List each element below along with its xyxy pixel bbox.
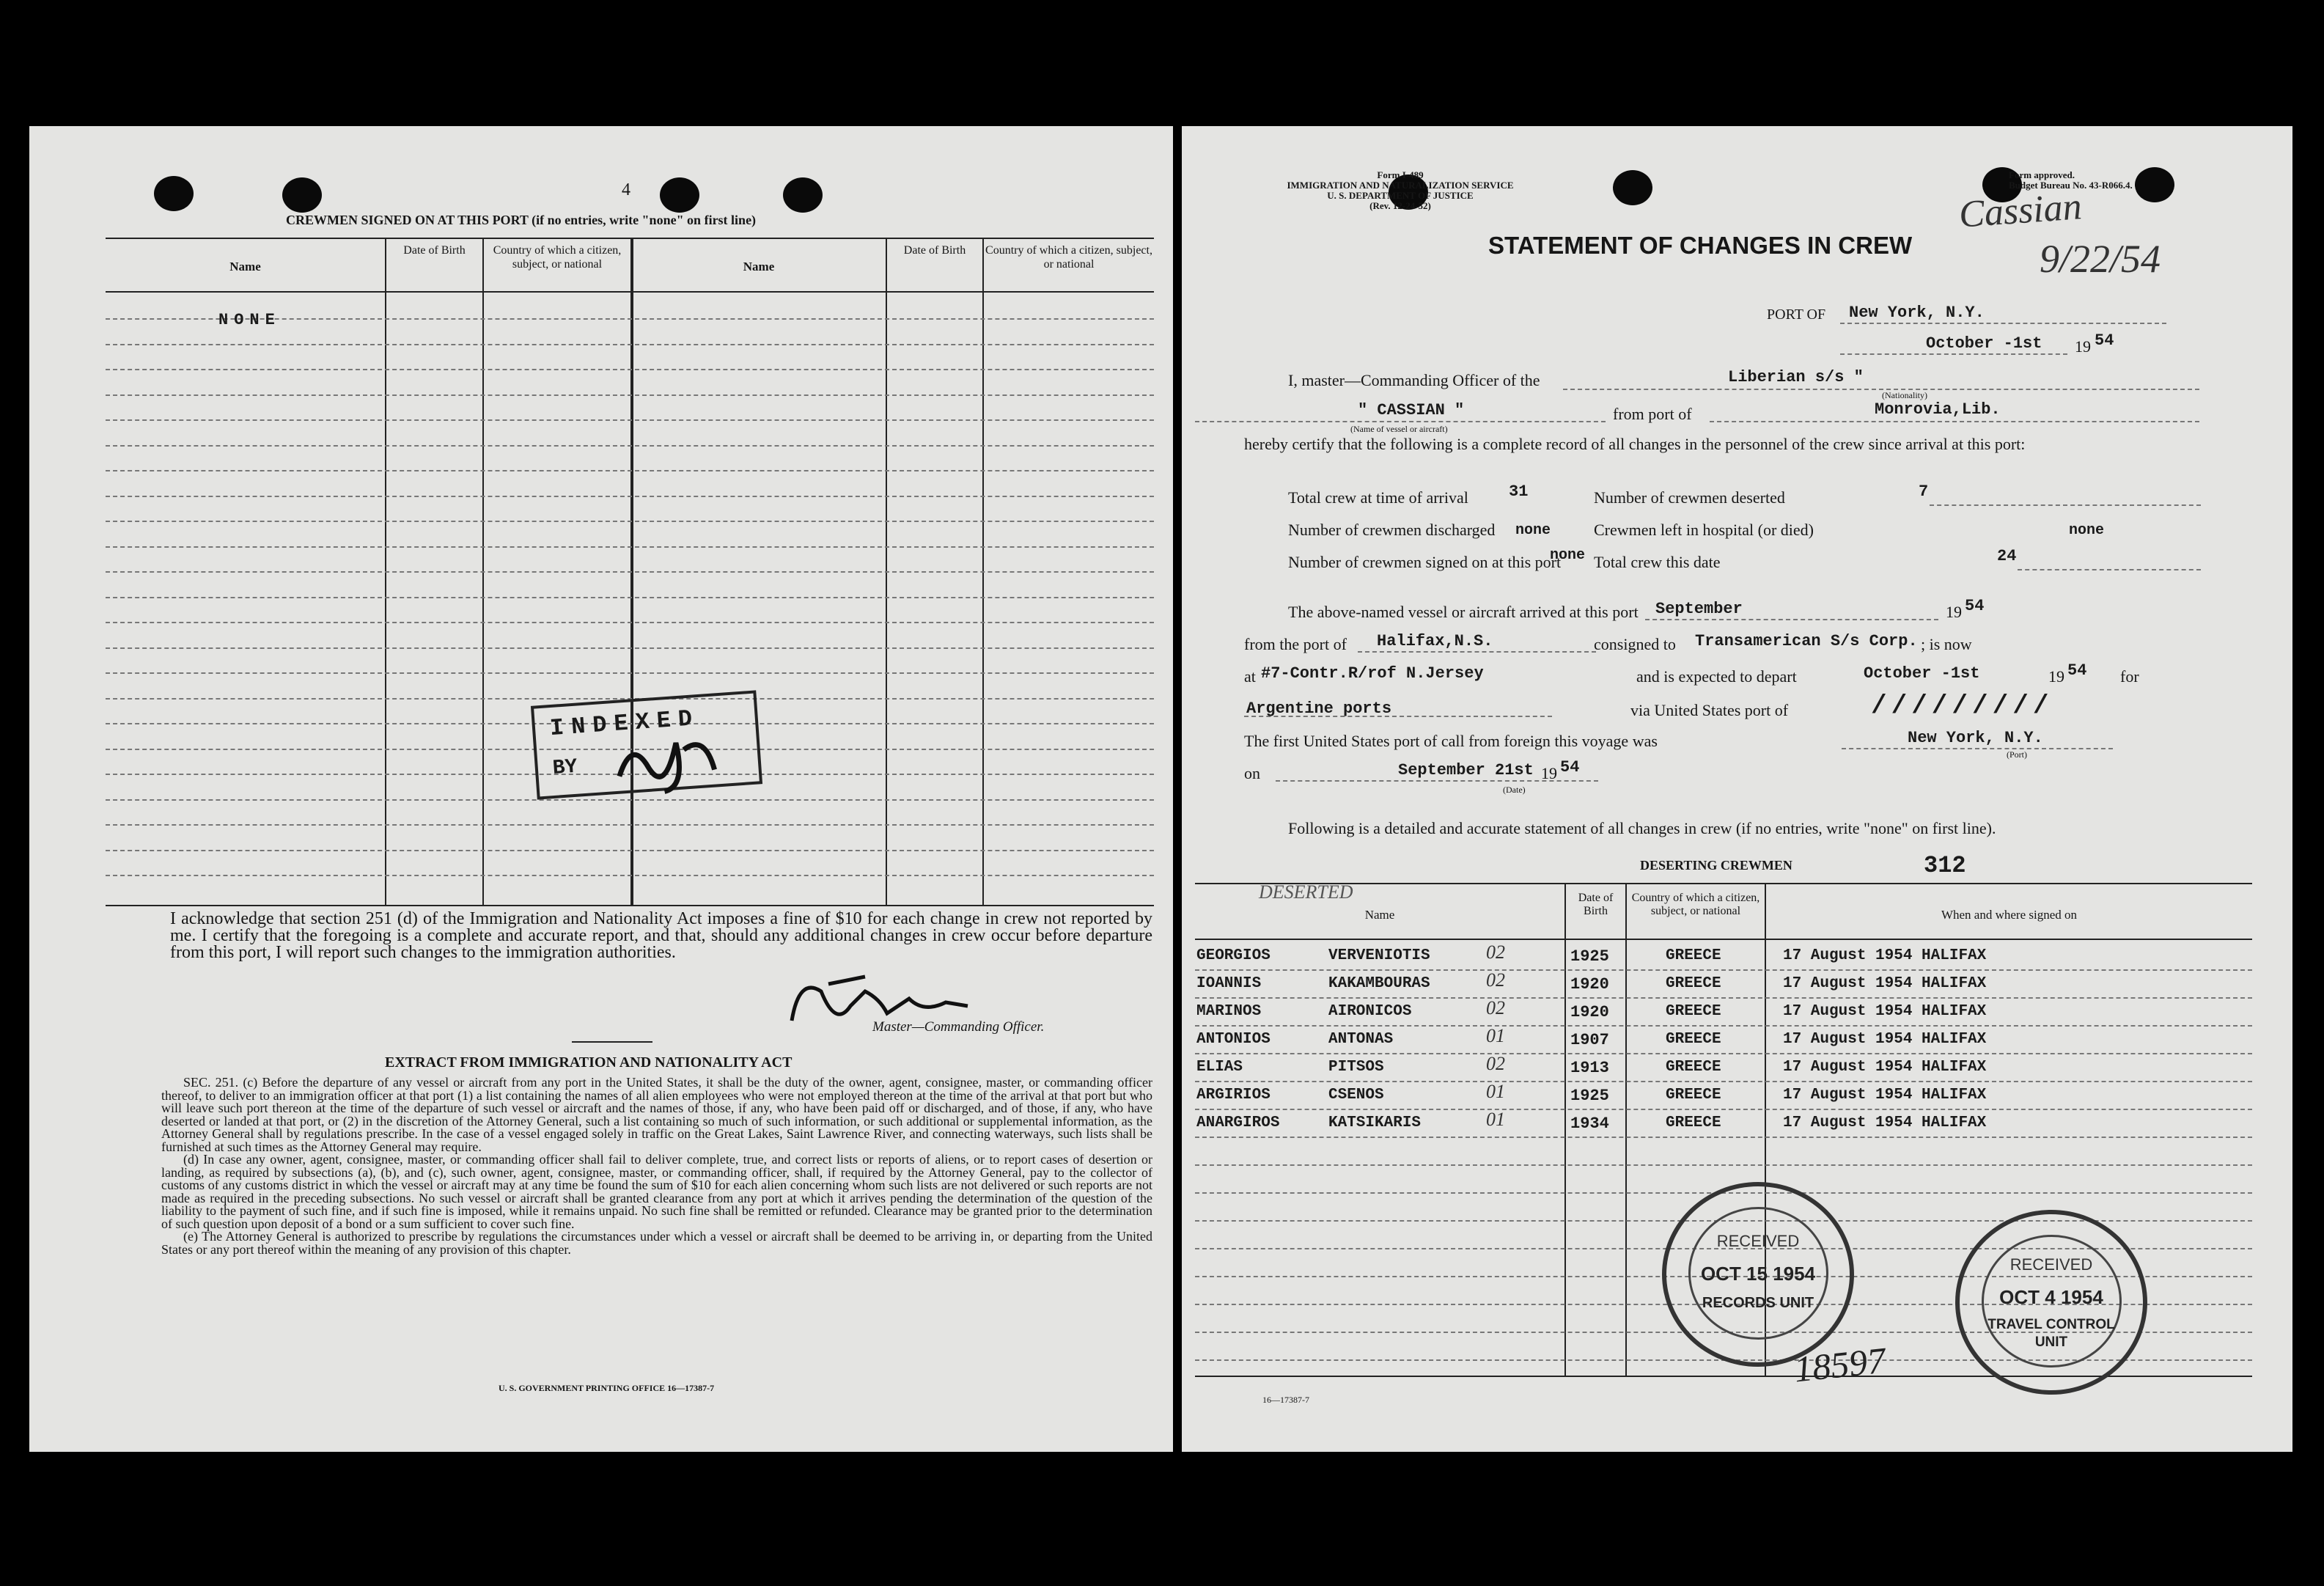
extract-paragraph-d: (d) In case any owner, agent, consignee, master, or commanding officer shall fail to deliver complete, true, and correct lists or reports of aliens, or to report cases of desertion or landing, as required by subsections (a), (b), and (c), such owner, agent, consignee, master, or commanding officer, shall, if required by the Attorney General, pay to the collector of customs of any customs district in which the vessel or aircraft may at any time be found the sum of $10 for each alien concerning whom such lists are not delivered or such reports are not made as required in the preceding subsections. No such vessel or aircraft shall be granted clearance from any port at which it arrives pending the determination of the question of the liability to the payment of such fine, and if such fine is imposed, while it remains unpaid. No such fine shall be remitted or refunded. Clearance may be granted prior to the determination of such question upon deposit of a bond or a sum sufficient to cover such fine. <box>161 1152 1152 1231</box>
fill-line <box>1840 353 2067 355</box>
at-value: #7-Contr.R/rof N.Jersey <box>1261 664 1484 683</box>
port-of-label: PORT OF <box>1767 306 1826 323</box>
crew-date-of-birth: 1907 <box>1570 1031 1609 1049</box>
col-header-dob: Date of Birth <box>403 244 466 257</box>
punch-hole <box>1613 170 1652 205</box>
crew-signed-on: 17 August 1954 HALIFAX <box>1783 947 1987 964</box>
empty-row-rule <box>106 799 1154 801</box>
master-label: Master—Commanding Officer. <box>872 1019 1045 1035</box>
on-label: on <box>1244 764 1260 782</box>
on-value: September 21st <box>1398 761 1534 779</box>
date-caption: (Date) <box>1503 785 1526 795</box>
empty-row-rule <box>106 521 1154 522</box>
crew-last-name: KAKAMBOURAS <box>1328 975 1430 992</box>
acknowledgement-text: I acknowledge that section 251 (d) of the Immigration and Nationality Act imposes a fine of $10 for each change in crew not reported by me. I certify that the foregoing is a complete and accurate report, and that, should any additional changes in crew occur before departure from this port, I will report such changes to the immigration authorities. <box>170 909 1152 962</box>
consigned-value: Transamerican S/s Corp. <box>1695 632 1918 650</box>
right-page <box>1182 126 2292 1452</box>
from-port-value: Monrovia,Lib. <box>1875 400 2001 419</box>
crew-desertion-mark: 01 <box>1486 1025 1505 1046</box>
crew-date-of-birth: 1920 <box>1570 975 1609 994</box>
crew-first-name: ANTONIOS <box>1196 1031 1271 1048</box>
punch-hole <box>660 177 699 213</box>
extract-paragraph-e: (e) The Attorney General is authorized to prescribe by regulations the circumstances under which a vessel or aircraft shall be deemed to be arriving in, or departing from the United States or any port thereof within the meaning of any provision of this chapter. <box>161 1229 1152 1257</box>
printer-code: 16—17387-7 <box>1262 1395 1309 1405</box>
crew-desertion-mark: 02 <box>1486 969 1505 991</box>
crew-country: GREECE <box>1666 1031 1721 1048</box>
table-title: CREWMEN SIGNED ON AT THIS PORT (if no entries, write "none" on first line) <box>286 213 757 227</box>
col-header-when: When and where signed on <box>1941 908 2078 922</box>
crew-date-of-birth: 1913 <box>1570 1059 1609 1077</box>
fill-line <box>1563 389 2199 390</box>
empty-row-rule <box>106 672 1154 674</box>
left-page <box>29 126 1173 1452</box>
vessel-caption: (Name of vessel or aircraft) <box>1350 424 1448 434</box>
deserting-title: DESERTING CREWMEN <box>1640 858 1792 873</box>
table-header-rule <box>1195 939 2252 940</box>
crew-signed-on: 17 August 1954 HALIFAX <box>1783 1003 1987 1020</box>
empty-row-rule <box>106 647 1154 649</box>
empty-row-rule <box>106 824 1154 826</box>
crew-date-of-birth: 1934 <box>1570 1115 1609 1133</box>
port-caption: (Port) <box>2007 749 2027 760</box>
crew-row <box>1182 941 2267 969</box>
empty-row-rule <box>106 875 1154 876</box>
deserted-value: 7 <box>1919 482 1929 501</box>
punch-hole <box>783 177 823 213</box>
crew-row <box>1182 1053 2267 1081</box>
total-arrival-value: 31 <box>1509 482 1529 501</box>
via-value: ///////// <box>1871 691 2053 721</box>
from-the-port-value: Halifax,N.S. <box>1377 632 1493 650</box>
crew-first-name: ELIAS <box>1196 1059 1243 1076</box>
crew-signed-on: 17 August 1954 HALIFAX <box>1783 1087 1987 1104</box>
crew-last-name: CSENOS <box>1328 1087 1384 1104</box>
nationality-caption: (Nationality) <box>1882 390 1927 400</box>
hospital-value: none <box>2069 522 2105 539</box>
punch-hole <box>154 176 194 211</box>
crew-row <box>1182 1109 2267 1137</box>
table-top-rule <box>106 238 1154 239</box>
is-now-label: ; is now <box>1921 635 1972 653</box>
crew-last-name: ANTONAS <box>1328 1031 1394 1048</box>
hospital-label: Crewmen left in hospital (or died) <box>1594 521 1814 539</box>
crew-first-name: ANARGIROS <box>1196 1115 1280 1131</box>
first-port-value: New York, N.Y. <box>1908 729 2043 747</box>
row-rule <box>1195 1164 2252 1166</box>
form-title: STATEMENT OF CHANGES IN CREW <box>1488 232 1913 259</box>
extract-paragraph-c: SEC. 251. (c) Before the departure of any vessel or aircraft from any port in the United States, it shall be the duty of the owner, agent, consignee, master, or commanding officer thereof, to deliver to an immigration officer at that port (1) a list containing the names of all alien employees who were not employed thereon at the time of the arrival at that port but who will leave such port thereon at the time of the departure of such vessel or aircraft and the names of those, if any, who have been paid off or discharged, and of those, if any, who have deserted or landed at that port, or (2) in the discretion of the Attorney General, such a list containing so much of such information, or such additional or supplemental information, as the Attorney General shall by regulations prescribe. In the case of a vessel engaged solely in traffic on the Great Lakes, Saint Lawrence River, and connecting waterways, such lists shall be furnished at such times as the Attorney General may require. <box>161 1075 1152 1154</box>
total-date-label: Total crew this date <box>1594 553 1721 571</box>
crew-desertion-mark: 01 <box>1486 1109 1505 1130</box>
indexed-initials-signature <box>601 717 731 799</box>
total-date-value: 24 <box>1997 547 2017 565</box>
empty-row-rule <box>106 622 1154 623</box>
consigned-label: consigned to <box>1594 635 1676 653</box>
certify-text: hereby certify that the following is a complete record of all changes in the personnel of the crew since arrival at this port: <box>1244 435 2026 453</box>
table-header-rule <box>106 291 1154 293</box>
received-stamp-travel-control <box>1955 1210 2147 1395</box>
arrived-year-prefix: 19 <box>1946 603 1962 621</box>
on-year: 54 <box>1560 758 1580 777</box>
col-header-country: Country of which a citizen, subject, or national <box>493 244 622 271</box>
crew-first-name: MARINOS <box>1196 1003 1262 1020</box>
fill-line <box>1195 421 1606 422</box>
following-text: Following is a detailed and accurate statement of all changes in crew (if no entries, write "none" on first line). <box>1288 819 1996 837</box>
via-label: via United States port of <box>1630 701 1789 719</box>
indexed-label: INDEXED <box>548 704 701 743</box>
crew-signed-on: 17 August 1954 HALIFAX <box>1783 1059 1987 1076</box>
crew-row <box>1182 969 2267 997</box>
crew-desertion-mark: 01 <box>1486 1081 1505 1102</box>
arrived-month: September <box>1655 600 1743 618</box>
empty-row-rule <box>106 571 1154 573</box>
crew-signed-on: 17 August 1954 HALIFAX <box>1783 1115 1987 1131</box>
col-header-country-2: Country of which a citizen, subject, or national <box>985 244 1152 271</box>
depart-year: 54 <box>2067 661 2087 680</box>
discharged-label: Number of crewmen discharged <box>1288 521 1496 539</box>
empty-row-rule <box>106 394 1154 396</box>
port-of-value: New York, N.Y. <box>1849 304 1985 322</box>
handwritten-file-number: 18597 <box>1792 1339 1888 1390</box>
report-date: October -1st <box>1926 334 2042 353</box>
crew-last-name: AIRONICOS <box>1328 1003 1412 1020</box>
report-year: 54 <box>2095 331 2114 350</box>
fill-line <box>2018 569 2201 570</box>
fill-line <box>1645 619 1938 620</box>
budget-number: Budget Bureau No. 43-R066.4. <box>2009 180 2133 191</box>
crew-row <box>1182 1081 2267 1109</box>
crew-country: GREECE <box>1666 1115 1721 1131</box>
crew-date-of-birth: 1920 <box>1570 1003 1609 1021</box>
crew-first-name: ARGIRIOS <box>1196 1087 1271 1104</box>
from-the-port-label: from the port of <box>1244 635 1347 653</box>
empty-row-rule <box>106 419 1154 421</box>
nationality-value: Liberian s/s " <box>1728 368 1864 386</box>
fill-line <box>1358 651 1596 653</box>
crew-first-name: GEORGIOS <box>1196 947 1271 964</box>
handwritten-date: 9/22/54 <box>2040 237 2161 281</box>
on-year-prefix: 19 <box>1541 764 1557 782</box>
indexed-stamp <box>531 690 762 799</box>
fill-line <box>1710 421 2199 422</box>
crew-signed-on: 17 August 1954 HALIFAX <box>1783 975 1987 992</box>
crew-country: GREECE <box>1666 947 1721 964</box>
table-top-rule <box>1195 883 2252 884</box>
crew-date-of-birth: 1925 <box>1570 947 1609 966</box>
stamp-unit-2: UNIT <box>2034 1334 2068 1350</box>
indexed-by-label: BY <box>551 755 578 780</box>
stamp-received-label: RECEIVED <box>2009 1255 2093 1274</box>
punch-hole <box>282 177 322 213</box>
row-rule <box>1195 1137 2252 1138</box>
crew-country: GREECE <box>1666 1003 1721 1020</box>
empty-row-rule <box>106 850 1154 851</box>
crew-last-name: VERVENIOTIS <box>1328 947 1430 964</box>
col-header-name-2: Name <box>743 260 775 273</box>
depart-year-prefix: 19 <box>2048 667 2064 686</box>
form-approved: Form approved. <box>2009 169 2075 180</box>
fill-line <box>1930 504 2201 506</box>
crew-row <box>1182 1025 2267 1053</box>
empty-row-rule <box>106 597 1154 598</box>
form-id: Form I-489 <box>1377 169 1424 180</box>
crew-country: GREECE <box>1666 975 1721 992</box>
form-revision: (Rev. 12-24-52) <box>1369 200 1431 211</box>
punch-hole <box>2135 167 2174 202</box>
crew-first-name: IOANNIS <box>1196 975 1262 992</box>
for-label: for <box>2120 667 2139 686</box>
crew-last-name: KATSIKARIS <box>1328 1115 1422 1131</box>
deserting-number: 312 <box>1924 852 1966 879</box>
col-header-name: Name <box>229 260 261 273</box>
agency-name: IMMIGRATION AND NATURALIZATION SERVICE <box>1287 180 1514 191</box>
destination-value: Argentine ports <box>1246 700 1392 718</box>
section-rule <box>572 1041 652 1043</box>
crew-row <box>1182 997 2267 1025</box>
fill-line <box>1840 323 2166 324</box>
empty-row-rule <box>106 344 1154 345</box>
depart-date: October -1st <box>1864 664 1980 683</box>
fill-line <box>1842 748 2113 749</box>
col-header-name: Name <box>1364 908 1395 922</box>
extract-body <box>161 1076 1152 1256</box>
stamp-received-label: RECEIVED <box>1716 1232 1800 1250</box>
crew-desertion-mark: 02 <box>1486 941 1505 963</box>
deserted-label: Number of crewmen deserted <box>1594 488 1785 507</box>
page-number: 4 <box>622 180 630 199</box>
year-prefix: 19 <box>2075 337 2091 356</box>
received-stamp-records <box>1662 1182 1854 1367</box>
arrived-year: 54 <box>1965 597 1985 615</box>
form-header <box>1217 170 1584 211</box>
stamp-date: OCT 4 1954 <box>1999 1286 2103 1308</box>
crew-country: GREECE <box>1666 1059 1721 1076</box>
crew-desertion-mark: 02 <box>1486 1053 1505 1074</box>
extract-title: EXTRACT FROM IMMIGRATION AND NATIONALITY ACT <box>385 1054 793 1071</box>
department-name: U. S. DEPARTMENT OF JUSTICE <box>1327 190 1474 201</box>
crew-signed-on: 17 August 1954 HALIFAX <box>1783 1031 1987 1048</box>
crew-desertion-mark: 02 <box>1486 997 1505 1018</box>
signed-on-label: Number of crewmen signed on at this port <box>1288 553 1562 571</box>
crew-date-of-birth: 1925 <box>1570 1087 1609 1105</box>
empty-row-rule <box>106 470 1154 471</box>
empty-row-rule <box>106 546 1154 548</box>
vessel-name: " CASSIAN " <box>1358 401 1465 419</box>
handwritten-ship-name: Cassian <box>1957 186 2084 236</box>
col-header-dob-2: Date of Birth <box>903 244 966 257</box>
first-port-label: The first United States port of call from foreign this voyage was <box>1244 732 1658 750</box>
total-arrival-label: Total crew at time of arrival <box>1288 488 1468 507</box>
expected-label: and is expected to depart <box>1636 667 1797 686</box>
stamp-unit: RECORDS UNIT <box>1702 1295 1814 1311</box>
stamp-date: OCT 15 1954 <box>1700 1263 1816 1285</box>
signed-on-value: none <box>1550 547 1586 564</box>
discharged-value: none <box>1515 522 1551 539</box>
from-port-label: from port of <box>1613 405 1692 423</box>
col-header-country: Country of which a citizen, subject, or national <box>1631 892 1760 917</box>
stamp-unit: TRAVEL CONTROL <box>1987 1317 2115 1332</box>
none-entry: NONE <box>218 311 281 329</box>
empty-row-rule <box>106 369 1154 370</box>
crew-last-name: PITSOS <box>1328 1059 1384 1076</box>
printer-line: U. S. GOVERNMENT PRINTING OFFICE 16—17387-7 <box>499 1383 715 1393</box>
master-line-prefix: I, master—Commanding Officer of the <box>1288 371 1540 389</box>
empty-row-rule <box>106 496 1154 497</box>
at-label: at <box>1244 667 1256 686</box>
table-bottom-rule <box>106 905 1154 906</box>
handwritten-deserted-note: DESERTED <box>1259 881 1353 903</box>
arrived-prefix: The above-named vessel or aircraft arrived at this port <box>1288 603 1639 621</box>
col-header-dob: Date of Birth <box>1578 892 1614 917</box>
crew-country: GREECE <box>1666 1087 1721 1104</box>
empty-row-rule <box>106 445 1154 447</box>
